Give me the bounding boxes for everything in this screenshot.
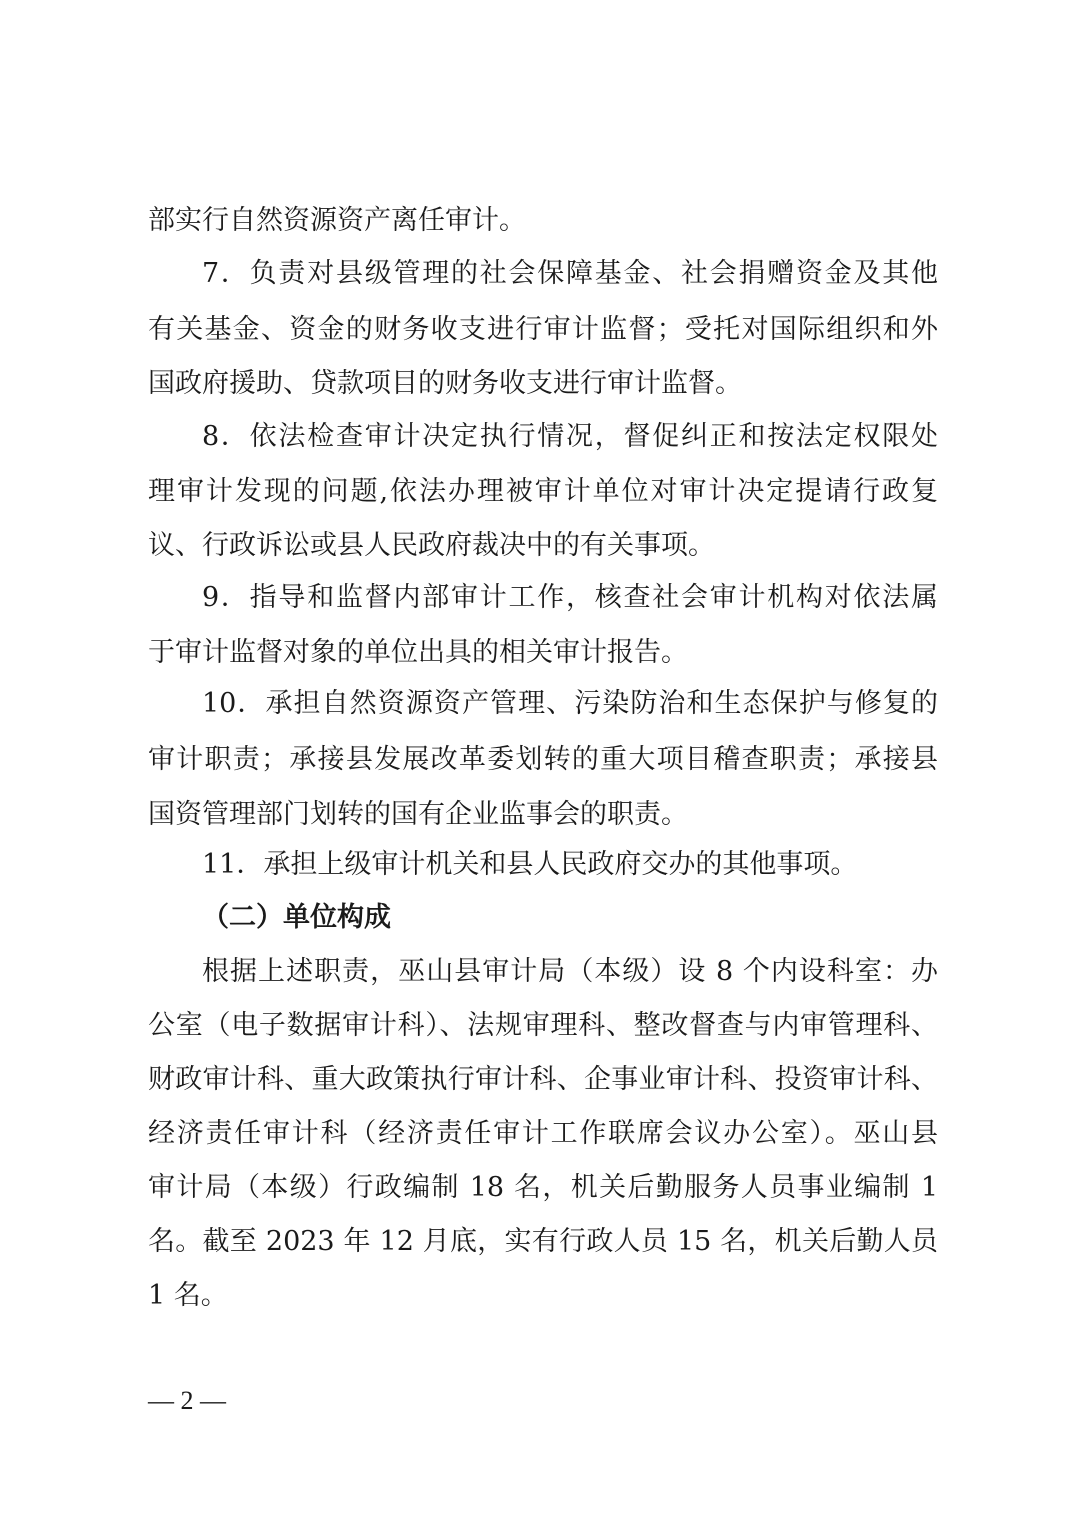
text-line: 审计局（本级）行政编制 18 名，机关后勤服务人员事业编制 1 [148,1172,938,1203]
text-line: 7．负责对县级管理的社会保障基金、社会捐赠资金及其他 [202,258,938,289]
text-line: 于审计监督对象的单位出具的相关审计报告。 [148,637,688,668]
text-line: 11．承担上级审计机关和县人民政府交办的其他事项。 [202,849,858,880]
section-heading: （二）单位构成 [202,902,391,933]
text-line: 8．依法检查审计决定执行情况，督促纠正和按法定权限处 [202,421,938,452]
text-line: 议、行政诉讼或县人民政府裁决中的有关事项。 [148,530,715,561]
text-line: 部实行自然资源资产离任审计。 [148,205,526,236]
page-number: — 2 — [148,1386,226,1415]
text-line: 名。截至 2023 年 12 月底，实有行政人员 15 名，机关后勤人员 [148,1226,938,1257]
text-line: 公室（电子数据审计科）、法规审理科、整改督查与内审管理科、 [148,1010,938,1041]
text-line: 审计职责；承接县发展改革委划转的重大项目稽查职责；承接县 [148,744,938,775]
text-line: 1 名。 [148,1280,228,1311]
text-line: 10．承担自然资源资产管理、污染防治和生态保护与修复的 [202,688,938,719]
text-line: 理审计发现的问题,依法办理被审计单位对审计决定提请行政复 [148,476,938,507]
text-line: 国政府援助、贷款项目的财务收支进行审计监督。 [148,368,742,399]
text-line: 国资管理部门划转的国有企业监事会的职责。 [148,799,688,830]
text-line: 根据上述职责，巫山县审计局（本级）设 8 个内设科室：办 [202,956,938,987]
text-line: 经济责任审计科（经济责任审计工作联席会议办公室）。巫山县 [148,1118,938,1149]
text-line: 9．指导和监督内部审计工作，核查社会审计机构对依法属 [202,582,938,613]
text-line: 财政审计科、重大政策执行审计科、企事业审计科、投资审计科、 [148,1064,938,1095]
text-line: 有关基金、资金的财务收支进行审计监督；受托对国际组织和外 [148,314,938,345]
